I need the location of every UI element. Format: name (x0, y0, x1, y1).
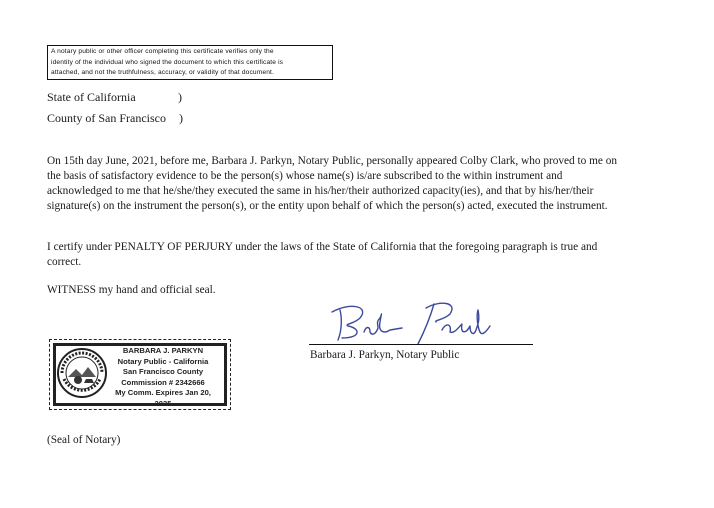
disclaimer-line: identity of the individual who signed the document to which this certificate is (51, 58, 284, 66)
disclaimer-line: attached, and not the truthfulness, accuracy, or validity of that document. (51, 69, 274, 77)
notary-stamp (49, 339, 231, 410)
venue-state: State of California (47, 90, 136, 104)
handwritten-signature (330, 298, 530, 348)
venue-county: County of San Francisco (47, 111, 166, 125)
witness-statement: WITNESS my hand and official seal. (47, 284, 216, 296)
stamp-notary-name: BARBARA J. PARKYN (122, 346, 204, 355)
stamp-county: San Francisco County (122, 367, 204, 377)
venue-paren: ) (179, 111, 183, 125)
acknowledgment-paragraph: On 15th day June, 2021, before me, Barbara J. Parkyn, Notary Public, personally appeared Colby Clark, who proved to me on the basis of satisfactory evidence to be the person(s) whose name(s) is/are subscribed to the within instrument and acknowledged to me that he/she/they executed the same in his/her/their authorized capacity(ies), and that by his/her/their signature(s) on the instrument the person(s), or the entity upon behalf of which the person(s) acted, executed the instrument. (47, 155, 618, 212)
stamp-text (107, 346, 219, 410)
notary-disclaimer-box (47, 45, 333, 80)
california-state-seal-icon (56, 347, 108, 399)
signer-name: Barbara J. Parkyn, Notary Public (310, 349, 460, 361)
stamp-expiration: My Comm. Expires Jan 20, 2025 (115, 388, 211, 408)
seal-caption: (Seal of Notary) (47, 434, 121, 446)
stamp-title: Notary Public - California (117, 356, 209, 366)
disclaimer-line: A notary public or other officer completing this certificate verifies only the (51, 48, 274, 55)
venue-paren: ) (178, 90, 182, 104)
certification-paragraph: I certify under PENALTY OF PERJURY under the laws of the State of California that the foregoing paragraph is true and correct. (47, 241, 598, 268)
stamp-commission: Commission # 2342666 (121, 377, 205, 387)
signature-line (309, 344, 533, 345)
